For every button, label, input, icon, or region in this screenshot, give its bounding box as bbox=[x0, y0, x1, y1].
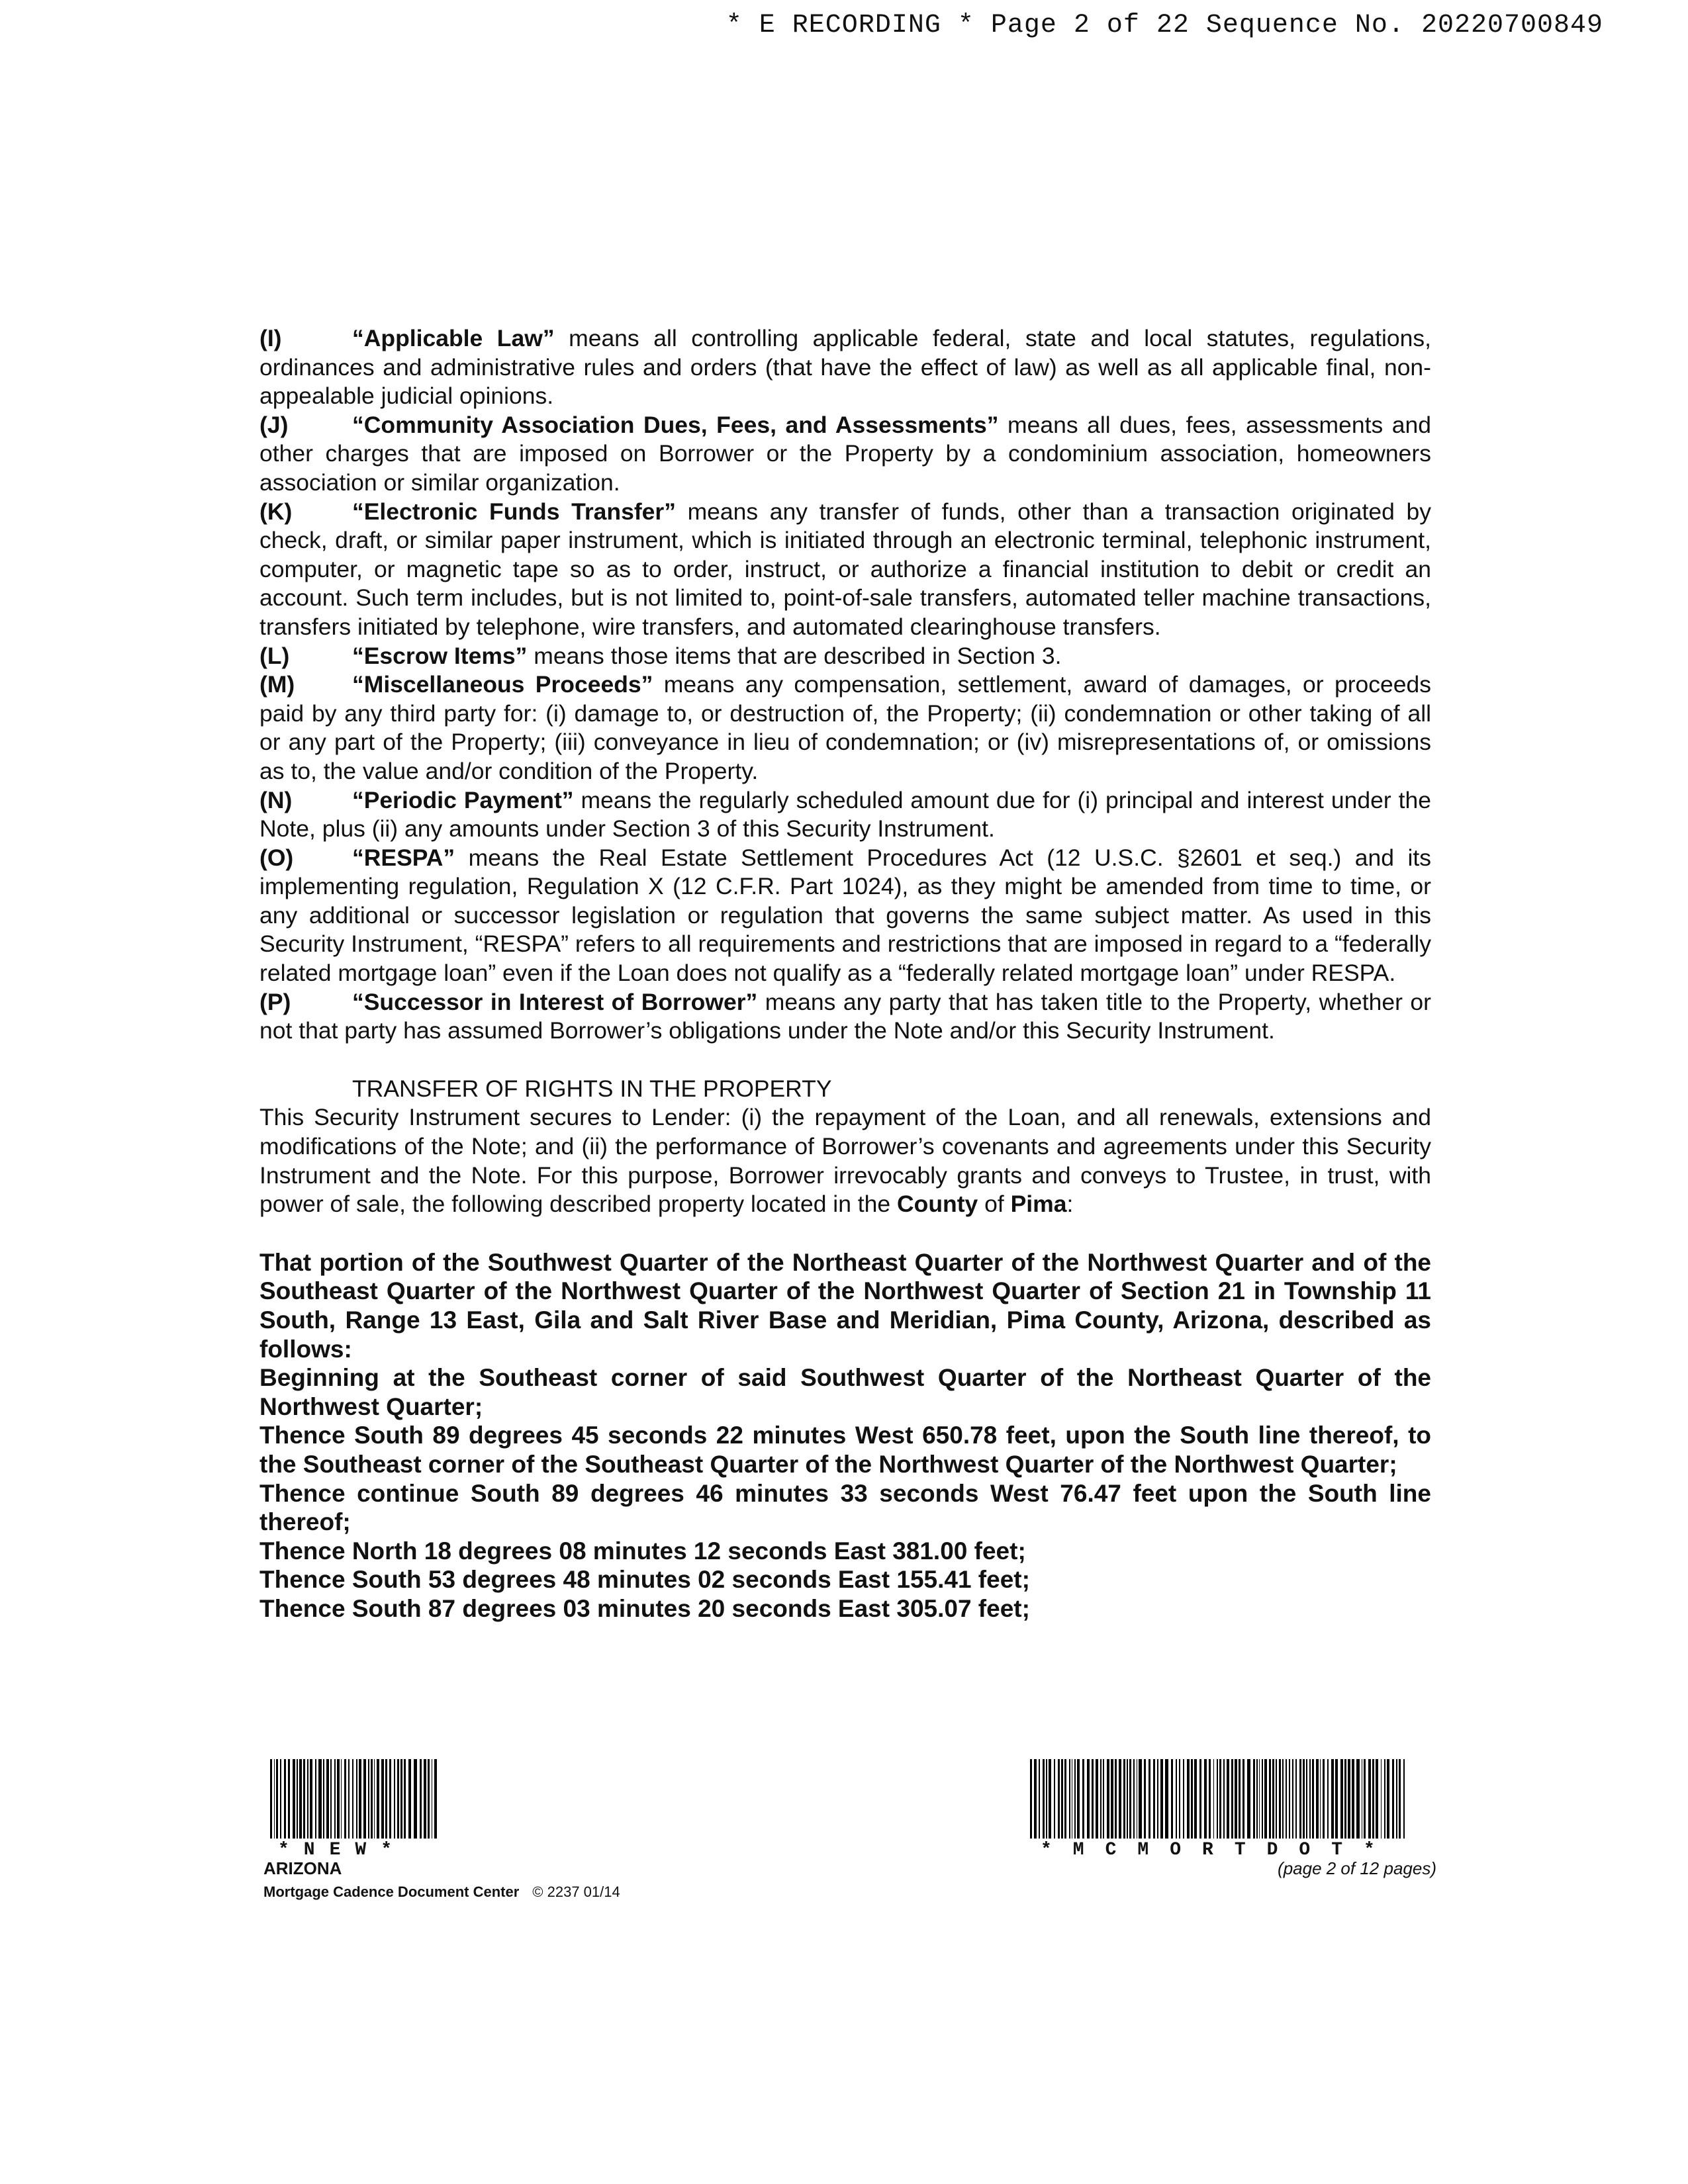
barcode-bar bbox=[1171, 1759, 1173, 1839]
barcode-bar bbox=[385, 1759, 387, 1839]
barcode-bar bbox=[377, 1759, 379, 1839]
barcode-new bbox=[270, 1759, 440, 1839]
barcode-bar bbox=[1191, 1759, 1193, 1839]
barcode-bar bbox=[1306, 1759, 1308, 1839]
barcode-bar bbox=[1368, 1759, 1371, 1839]
definition-community-association-dues: (J) “Community Association Dues, Fees, and Assessments” means all dues, fees, assessments and other charges that are imposed on Borrower or the Property by a condominium association, homeowners association or similar organization. bbox=[259, 411, 1431, 496]
document-body bbox=[259, 324, 1431, 1623]
barcode-bar bbox=[374, 1759, 375, 1839]
barcode-bar bbox=[1309, 1759, 1311, 1839]
barcode-bar bbox=[432, 1759, 433, 1839]
footer-state: ARIZONA bbox=[263, 1858, 342, 1878]
barcode-bar bbox=[1139, 1759, 1141, 1839]
barcode-bar bbox=[1256, 1759, 1258, 1839]
definition-escrow-items: (L) “Escrow Items” means those items that are described in Section 3. bbox=[259, 642, 1062, 669]
barcode-bar bbox=[1392, 1759, 1394, 1839]
barcode-bar bbox=[1295, 1759, 1297, 1839]
definition-applicable-law: (I) “Applicable Law” means all controlling applicable federal, state and local statutes, regulations, ordinances and administrative rules and orders (that have the effect of law) as well as all applicable final, non-appealable judicial opinions. bbox=[259, 325, 1431, 410]
barcode-bar bbox=[1262, 1759, 1263, 1839]
barcode-bar bbox=[1064, 1759, 1066, 1839]
barcode-bar bbox=[1282, 1759, 1284, 1839]
barcode-bar bbox=[326, 1759, 329, 1839]
barcode-bar bbox=[1183, 1759, 1184, 1839]
legal-description-line: That portion of the Southwest Quarter of the Northeast Quarter of the Northwest Quarter and of the Southeast Quarter of the Northwest Quarter of the Northwest Quarter of Section 21 in Township 11 South, Range 13 East, Gila and Salt River Base and Meridian, Pima County, Arizona, described as follows: bbox=[259, 1248, 1431, 1363]
barcode-bar bbox=[276, 1759, 278, 1839]
barcode-bar bbox=[404, 1759, 406, 1839]
barcode-bar bbox=[315, 1759, 316, 1839]
barcode-bar bbox=[1069, 1759, 1070, 1839]
barcode-bar bbox=[1209, 1759, 1211, 1839]
barcode-bar bbox=[1264, 1759, 1267, 1839]
barcode-bar bbox=[1111, 1759, 1113, 1839]
barcode-bar bbox=[1096, 1759, 1098, 1839]
barcode-bar bbox=[274, 1759, 275, 1839]
barcode-bar bbox=[330, 1759, 332, 1839]
barcode-bar bbox=[1054, 1759, 1055, 1839]
barcode-bar bbox=[1153, 1759, 1155, 1839]
definition-periodic-payment: (N) “Periodic Payment” means the regularly scheduled amount due for (i) principal and interest under the Note, plus (ii) any amounts under Section 3 of this Security Instrument. bbox=[259, 786, 1431, 842]
definition-successor-in-interest: (P) “Successor in Interest of Borrower” means any party that has taken title to the Property, whether or not that party has assumed Borrower’s obligations under the Note and/or this Security Instrument. bbox=[259, 988, 1431, 1044]
barcode-bar bbox=[434, 1759, 437, 1839]
barcode-bar bbox=[1276, 1759, 1277, 1839]
barcode-bar bbox=[1149, 1759, 1150, 1839]
barcode-bar bbox=[1061, 1759, 1063, 1839]
barcode-bar bbox=[1115, 1759, 1117, 1839]
barcode-bar bbox=[1259, 1759, 1260, 1839]
barcode-bar bbox=[337, 1759, 340, 1839]
barcode-bar bbox=[397, 1759, 399, 1839]
barcode-bar bbox=[1103, 1759, 1104, 1839]
barcode-bar bbox=[1092, 1759, 1094, 1839]
barcode-bar bbox=[348, 1759, 350, 1839]
barcode-bar bbox=[1320, 1759, 1321, 1839]
barcode-bar bbox=[293, 1759, 295, 1839]
barcode-bar bbox=[1179, 1759, 1181, 1839]
barcode-bar bbox=[1204, 1759, 1207, 1839]
barcode-bar bbox=[381, 1759, 384, 1839]
barcode-bar bbox=[1194, 1759, 1197, 1839]
barcode-bar bbox=[1372, 1759, 1374, 1839]
barcode-bar bbox=[284, 1759, 287, 1839]
barcode-bar bbox=[1356, 1759, 1359, 1839]
barcode-bar bbox=[400, 1759, 403, 1839]
definition-miscellaneous-proceeds: (M) “Miscellaneous Proceeds” means any compensation, settlement, award of damages, or proceeds paid by any third party for: (i) damage to, or destruction of, the Property; (ii) condemnation or other taking of all or any part of the Property; (iii) conveyance in lieu of condemnation; or (iv) misrepresentations of, or omissions as to, the value and/or condition of the Property. bbox=[259, 671, 1431, 784]
barcode-bar bbox=[1235, 1759, 1237, 1839]
barcode-bar bbox=[307, 1759, 308, 1839]
section-title-transfer-of-rights: TRANSFER OF RIGHTS IN THE PROPERTY bbox=[352, 1075, 832, 1102]
definition-electronic-funds-transfer: (K) “Electronic Funds Transfer” means any transfer of funds, other than a transaction originated by check, draft, or similar paper instrument, which is initiated through an electronic terminal, telephonic instrument, computer, or magnetic tape so as to order, instruct, or authorize a financial institution to debit or credit an account. Such term includes, but is not limited to, point-of-sale transfers, automated teller machine transactions, transfers initiated by telephone, wire transfers, and automated clearinghouse transfers. bbox=[259, 498, 1431, 640]
barcode-bar bbox=[318, 1759, 321, 1839]
barcode-bar bbox=[288, 1759, 290, 1839]
barcode-bar bbox=[297, 1759, 299, 1839]
barcode-bar bbox=[414, 1759, 416, 1839]
legal-description-line: Thence South 87 degrees 03 minutes 20 seconds East 305.07 feet; bbox=[259, 1594, 1030, 1622]
footer-document-center: Mortgage Cadence Document Center © 2237 01/14 bbox=[263, 1884, 620, 1900]
barcode-bar bbox=[1399, 1759, 1401, 1839]
barcode-bar bbox=[1160, 1759, 1163, 1839]
barcode-bar bbox=[1352, 1759, 1354, 1839]
barcode-bar bbox=[1046, 1759, 1048, 1839]
barcode-bar bbox=[1082, 1759, 1084, 1839]
barcode-bar bbox=[1289, 1759, 1290, 1839]
barcode-bar bbox=[1123, 1759, 1125, 1839]
barcode-bar bbox=[1323, 1759, 1325, 1839]
barcode-bar bbox=[1316, 1759, 1318, 1839]
barcode-bar bbox=[1381, 1759, 1382, 1839]
barcode-bar bbox=[1100, 1759, 1102, 1839]
barcode-bar bbox=[1269, 1759, 1271, 1839]
barcode-bar bbox=[280, 1759, 281, 1839]
barcode-bar bbox=[303, 1759, 306, 1839]
barcode-bar bbox=[1335, 1759, 1338, 1839]
barcode-bar bbox=[389, 1759, 391, 1839]
barcode-bar bbox=[368, 1759, 369, 1839]
barcode-bar bbox=[1043, 1759, 1045, 1839]
barcode-bar bbox=[1231, 1759, 1233, 1839]
barcode-bar bbox=[299, 1759, 302, 1839]
barcode-bar bbox=[1223, 1759, 1225, 1839]
barcode-bar bbox=[1303, 1759, 1305, 1839]
barcode-bar bbox=[1119, 1759, 1121, 1839]
barcode-bar bbox=[1165, 1759, 1168, 1839]
barcode-bar bbox=[1403, 1759, 1405, 1839]
barcode-bar bbox=[323, 1759, 325, 1839]
barcode-bar bbox=[356, 1759, 358, 1839]
barcode-bar bbox=[1286, 1759, 1288, 1839]
legal-description-line: Beginning at the Southeast corner of said Southwest Quarter of the Northeast Quarter of the Northwest Quarter; bbox=[259, 1364, 1431, 1420]
barcode-bar bbox=[420, 1759, 422, 1839]
transfer-paragraph: This Security Instrument secures to Lender: (i) the repayment of the Loan, and all renewals, extensions and modifications of the Note; and (ii) the performance of Borrower’s covenants and agreements under this Security Instrument and the Note. For this purpose, Borrower irrevocably grants and conveys to Trustee, in trust, with power of sale, the following described property located in the County of Pima: bbox=[259, 1104, 1431, 1218]
barcode-bar bbox=[334, 1759, 336, 1839]
barcode-bar bbox=[1327, 1759, 1329, 1839]
legal-description-line: Thence South 89 degrees 45 seconds 22 minutes West 650.78 feet, upon the South line thereof, to the Southeast corner of the Southeast Quarter of the Northwest Quarter of the Northwest Quarter; bbox=[259, 1422, 1431, 1478]
barcode-bar bbox=[1199, 1759, 1201, 1839]
barcode-bar bbox=[1272, 1759, 1274, 1839]
barcode-bar bbox=[1247, 1759, 1250, 1839]
barcode-bar bbox=[1077, 1759, 1080, 1839]
barcode-bar bbox=[428, 1759, 430, 1839]
barcode-bar bbox=[1362, 1759, 1363, 1839]
barcode-bar bbox=[1107, 1759, 1109, 1839]
barcode-mcmortdot-text: *MCMORTDOT* bbox=[1041, 1840, 1396, 1860]
recording-header: * E RECORDING * Page 2 of 22 Sequence No. 20220700849 bbox=[726, 11, 1603, 40]
barcode-bar bbox=[1239, 1759, 1241, 1839]
barcode-bar bbox=[344, 1759, 346, 1839]
barcode-mcmortdot bbox=[1030, 1759, 1407, 1839]
barcode-bar bbox=[408, 1759, 411, 1839]
barcode-bar bbox=[1213, 1759, 1215, 1839]
barcode-bar bbox=[1253, 1759, 1255, 1839]
barcode-bar bbox=[1034, 1759, 1037, 1839]
barcode-bar bbox=[1340, 1759, 1342, 1839]
barcode-bar bbox=[1279, 1759, 1281, 1839]
barcode-bar bbox=[1292, 1759, 1294, 1839]
barcode-bar bbox=[1384, 1759, 1385, 1839]
footer-page-number: (page 2 of 12 pages) bbox=[1278, 1858, 1436, 1878]
barcode-bar bbox=[1219, 1759, 1221, 1839]
barcode-bar bbox=[359, 1759, 361, 1839]
barcode-new-text: *NEW* bbox=[278, 1840, 407, 1860]
barcode-bar bbox=[1157, 1759, 1159, 1839]
barcode-bar bbox=[1049, 1759, 1051, 1839]
barcode-bar bbox=[1227, 1759, 1229, 1839]
barcode-bar bbox=[1030, 1759, 1032, 1839]
barcode-bar bbox=[1127, 1759, 1128, 1839]
barcode-bar bbox=[1344, 1759, 1346, 1839]
barcode-bar bbox=[1087, 1759, 1090, 1839]
legal-description-line: Thence continue South 89 degrees 46 minutes 33 seconds West 76.47 feet upon the South line thereof; bbox=[259, 1479, 1431, 1536]
barcode-bar bbox=[1176, 1759, 1177, 1839]
barcode-bar bbox=[1312, 1759, 1314, 1839]
barcode-bar bbox=[352, 1759, 353, 1839]
barcode-bar bbox=[1376, 1759, 1378, 1839]
barcode-bar bbox=[1133, 1759, 1135, 1839]
legal-description-line: Thence North 18 degrees 08 minutes 12 seconds East 381.00 feet; bbox=[259, 1537, 1026, 1565]
barcode-bar bbox=[1137, 1759, 1138, 1839]
barcode-bar bbox=[1144, 1759, 1146, 1839]
barcode-bar bbox=[1364, 1759, 1366, 1839]
barcode-bar bbox=[394, 1759, 396, 1839]
barcode-bar bbox=[1331, 1759, 1334, 1839]
definition-respa: (O) “RESPA” means the Real Estate Settlement Procedures Act (12 U.S.C. §2601 et seq.) and its implementing regulation, Regulation X (12 C.F.R. Part 1024), as they might be amended from time to time, or any additional or successor legislation or regulation that governs the same subject matter. As used in this Security Instrument, “RESPA” refers to all requirements and restrictions that are imposed in regard to a “federally related mortgage loan” even if the Loan does not qualify as a “federally related mortgage loan” under RESPA. bbox=[259, 844, 1431, 987]
barcode-bar bbox=[270, 1759, 272, 1839]
barcode-bar bbox=[310, 1759, 312, 1839]
barcode-bar bbox=[424, 1759, 426, 1839]
barcode-bar bbox=[363, 1759, 366, 1839]
barcode-bar bbox=[1348, 1759, 1350, 1839]
barcode-bar bbox=[1187, 1759, 1190, 1839]
barcode-bar bbox=[371, 1759, 373, 1839]
barcode-bar bbox=[1387, 1759, 1389, 1839]
barcode-bar bbox=[1396, 1759, 1397, 1839]
legal-description-line: Thence South 53 degrees 48 minutes 02 seconds East 155.41 feet; bbox=[259, 1566, 1030, 1594]
barcode-bar bbox=[1072, 1759, 1073, 1839]
barcode-bar bbox=[1058, 1759, 1060, 1839]
barcode-bar bbox=[1217, 1759, 1218, 1839]
barcode-bar bbox=[1243, 1759, 1244, 1839]
barcode-bar bbox=[1129, 1759, 1131, 1839]
barcode-bar bbox=[341, 1759, 342, 1839]
barcode-bar bbox=[1299, 1759, 1301, 1839]
barcode-bar bbox=[1074, 1759, 1076, 1839]
barcode-bar bbox=[1039, 1759, 1040, 1839]
